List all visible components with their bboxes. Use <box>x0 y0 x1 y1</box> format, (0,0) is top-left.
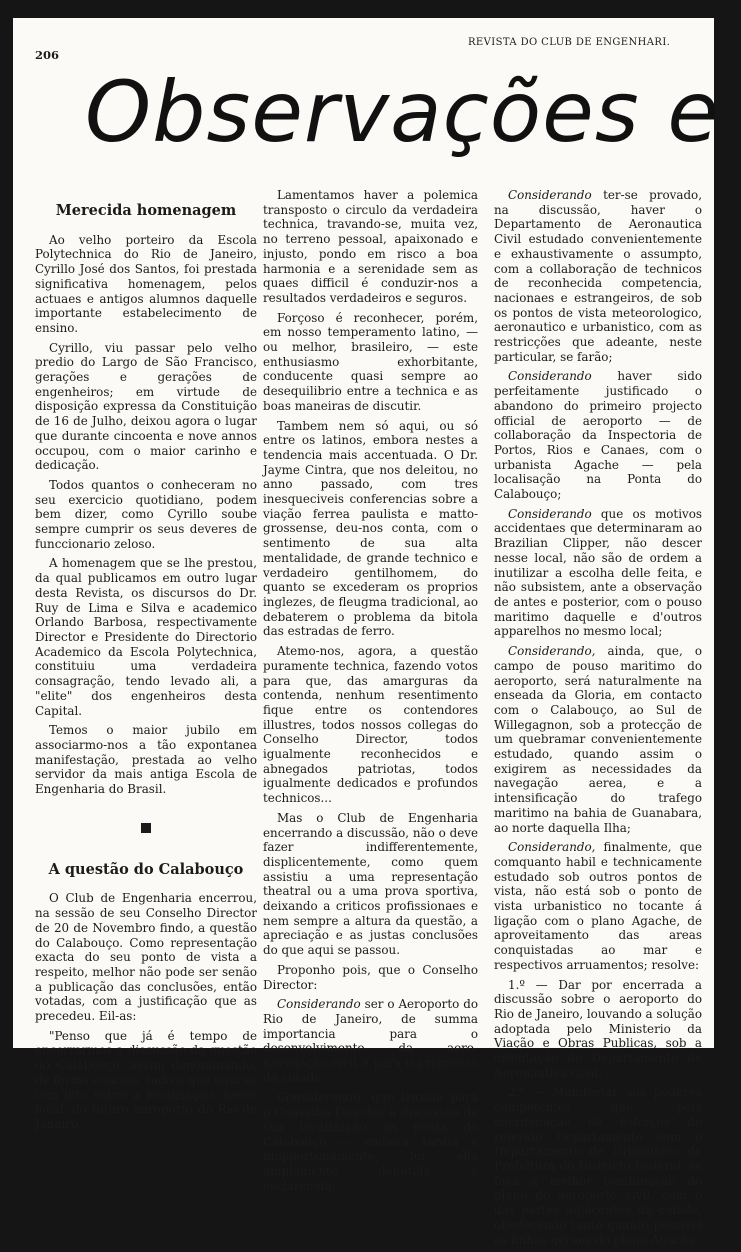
paragraph: Forçoso é reconhecer, porém, em nosso temperamento latino, — ou melhor, brasileiro, — este enthusiasmo exhorbitante, conducente quasi sempre ao desequilibrio entre a technica e as boas maneiras de discutir. <box>263 310 478 413</box>
paragraph: "Penso que já é tempo de encerrarmos a discussão da questão do Calabouço, assim denominando, de forma concisa, tudo o que aqui se tem dito sobre a localisação, nesse local, do futuro aeroporto do Rio de Janeiro. <box>35 1028 257 1131</box>
considerando-paragraph: Considerando haver sido perfeitamente justificado o abandono do primeiro projecto official de aeroporto — de collaboração da Inspectoria de Portos, Rios e Canaes, com o urbanista Agache — pela localisação na Ponta do Calabouço; <box>494 369 702 502</box>
section-heading-calabouco: A questão do Calabouço <box>48 860 244 878</box>
magazine-page <box>13 18 721 1247</box>
column-1 <box>35 204 257 1137</box>
paragraph: Ao velho porteiro da Escola Polytechnica do Rio de Janeiro, Cyrillo José dos Santos, foi prestada significativa homenagem, pelos actuaes e antigos alumnos daquelle importante estabelecimento de ensino. <box>35 232 257 335</box>
considerando-paragraph: Considerando ter-se provado, na discussão, haver o Departamento de Aeronautica Civil estudado convenientemente e exhaustivamente o assumpto, com a collaboração de technicos de reconhecida competencia, nacionaes e estrangeiros, de sob os pontos de vista meteorologico, aeronautico e urbanistico, com as restricções que adeante, neste particular, se farão; <box>494 188 702 364</box>
column-3 <box>494 188 702 1252</box>
paragraph: Proponho pois, que o Conselho Director: <box>263 962 478 992</box>
resolution-item: 1.º — Dar por encerrada a discussão sobre o aeroporto do Rio de Janeiro, louvando a solução adoptada pelo Ministerio da Viação e Obras Publicas, sob a orientação do Departamento de Aeronautica Civil; <box>494 977 703 1080</box>
paragraph: Lamentamos haver a polemica transposto o circulo da verdadeira technica, travando-se, muita vez, no terreno pessoal, apaixonado e injusto, pondo em risco a boa harmonia e a serenidade sem as quaes difficil é conduzir-nos a resultados verdadeiros e seguros. <box>263 188 478 305</box>
paragraph: Tambem nem só aqui, ou só entre os latinos, embora nestes a tendencia mais accentuada. O Dr. Jayme Cintra, que nos deleitou, no anno passado, com tres inesqueciveis conferencias sobre a viação ferrea paulista e matto-grossense, deu-nos conta, com o sentimento de sua alta mentalidade, de grande technico e verdadeiro gentilhomem, do quanto se excederam os proprios inglezes, de fleugma tradicional, ao debaterem o problema da bitola das estradas de ferro. <box>263 418 478 639</box>
paragraph: Atemo-nos, agora, a questão puramente technica, fazendo votos para que, das amarguras da contenda, nenhum resentimento fique entre os contendores illustres, todos nossos collegas do Conselho Director, todos igualmente reconhecidos e abnegados patriotas, todos igualmente dedicados e profundos technicos... <box>263 644 478 806</box>
paragraph: Cyrillo, viu passar pelo velho predio do Largo de São Francisco, gerações e gerações de engenheiros; em virtude de disposição expressa da Constituição de 16 de Julho, deixou agora o lugar que durante cincoenta e nove annos occupou, com o maior carinho e dedicação. <box>35 340 257 473</box>
considerando-paragraph: Considerando, ainda, que, o campo de pouso maritimo do aeroporto, será naturalmente na enseada da Gloria, em contacto com o Calabouço, ao Sul de Willegagnon, sob a protecção de um quebramar convenientemente estudado, quando assim o exigirem as necessidades da navegação aerea, e a intensificação do trafego maritimo na bahia de Guanabara, ao norte daquella Ilha; <box>494 644 702 835</box>
paragraph: Temos o maior jubilo em associarmo-nos a tão expontanea manifestação, prestada ao velho servidor da mais antiga Escola de Engenharia do Brasil. <box>35 723 257 797</box>
considerando-paragraph: Considerando, que trazida para o Conselho Director a discussão de sua localização na ponta do Calabouço — embora tardia e inopportunamente, foi ella amplamente debatida e esclarecida; <box>263 1090 478 1193</box>
paragraph: A homenagem que se lhe prestou, da qual publicamos em outro lugar desta Revista, os discursos do Dr. Ruy de Lima e Silva e academico Orlando Barbosa, respectivamente Director e Presidente do Directorio Academico da Escola Polytechnica, constituiu uma verdadeira consagração, tendo levado ali, a "elite" dos engenheiros desta Capital. <box>35 556 257 718</box>
considerando-paragraph: Considerando, finalmente, que comquanto habil e technicamente estudado sob outros pontos de vista, não está sob o ponto de vista urbanistico no tocante á ligação com o plano Agache, de aproveitamento das areas conquistadas ao mar e respectivos arruamentos; resolve: <box>494 840 702 972</box>
section-separator-square <box>141 823 151 833</box>
paragraph: Mas o Club de Engenharia encerrando a discussão, não o deve fazer indifferentemente, displicentemente, como quem assistiu a uma representação theatral ou a uma prova sportiva, deixando a criticos profissionaes e nem sempre a altura da questão, a apreciação e as justas conclusões do que aqui se passou. <box>263 810 478 958</box>
page-title: Observações e <box>85 63 721 161</box>
considerando-paragraph: Considerando ser o Aeroporto do Rio de Janeiro, de summa importancia para o desenvolvimento da aero-navegação civil e para o progresso da cidade; <box>263 997 478 1085</box>
resolution-item: 2.º — Manifestar aos poderes competentes que, pela coordenação de esforços do referido Departamento com o Departamento de Urbanismo da Prefeitura do Districto Federal, se faça a melhor combinação do plano do aeroporto civil, com o das partes adjacentes da cidade, obedecendo tanto quanto possivel ás linhas geraes do plano Agache; <box>494 1085 702 1247</box>
page-number: 206 <box>35 48 60 62</box>
journal-running-head: REVISTA DO CLUB DE ENGENHARI. <box>468 37 671 48</box>
section-heading-homenagem: Merecida homenagem <box>55 202 237 219</box>
paragraph: Todos quantos o conheceram no seu exercicio quotidiano, podem bem dizer, como Cyrillo soube sempre cumprir os seus deveres de funccionario zeloso. <box>35 477 257 551</box>
paragraph: O Club de Engenharia encerrou, na sessão de seu Conselho Director de 20 de Novembro findo, a questão do Calabouço. Como representação exacta do seu ponto de vista a respeito, melhor não pode ser senão a publicação das conclusões, então votadas, com a justificação que as precedeu. Eil-as: <box>35 891 257 1024</box>
column-2 <box>263 188 478 1198</box>
considerando-paragraph: Considerando que os motivos accidentaes que determinaram ao Brazilian Clipper, não descer nesse local, não são de ordem a inutilizar a escolha delle feita, e não subsistem, ante a observação de antes e posterior, com o pouso maritimo daquelle e d'outros apparelhos no mesmo local; <box>494 506 702 639</box>
